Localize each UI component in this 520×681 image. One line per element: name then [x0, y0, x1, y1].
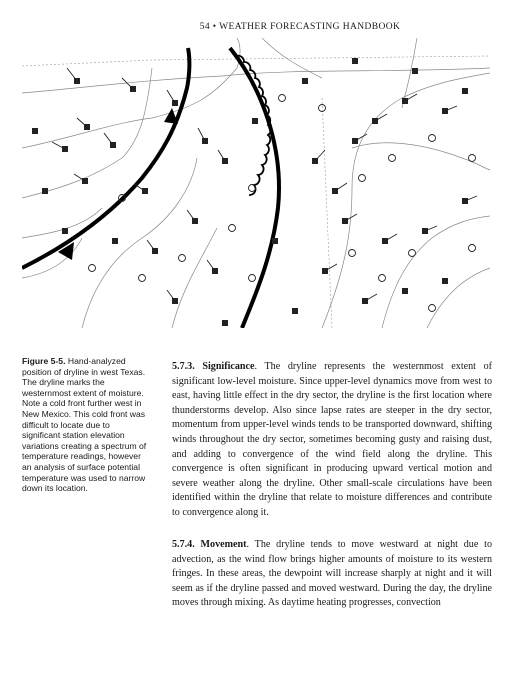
- section-significance: 5.7.3. Significance. The dryline represents the westernmost extent of significant low-level moisture. Since upper-level dynamics move from west to east, having little effect in the dry sector, the dryline is the first location where thunderstorms develop. Also since lapse rates are steeper in the dry sector, momentum from upper-level winds tends to be transported downward, shifting winds throughout the dry sector, sometimes becoming gusty and raising dust, and adding to convergence of the wind field along the dryline. This convergence is often significant in producing upward vertical motion and severe weather along the dryline. Other small-scale circulations have been identified within the dryline that relate to moisture differences and contribute to convergence along it.: [172, 361, 493, 518]
- section-title: 5.7.3. Significance: [172, 361, 255, 372]
- section-title: 5.7.4. Movement: [172, 539, 247, 550]
- section-movement: 5.7.4. Movement. The dryline tends to move westward at night due to advection, as the wind flow brings higher amounts of moisture to its western fringes. In these areas, the dewpoint will increase sharply at night and it will seem as if the dryline passed and moved westward. During the day, the dryline moves through mixing. As daytime heating progresses, convection: [172, 539, 492, 609]
- surface-analysis-map: [22, 38, 490, 328]
- cold-front-line: [22, 48, 189, 268]
- section-body: The dryline represents the westernmost extent of significant low-level moisture. Since upper-level dynamics move from west to east, having little effect in the dry sector, the dryline is the first location where thunderstorms develop. Also since lapse rates are steeper in the dry sector, momentum from upper-level winds tends to be transported downward, shifting winds throughout the dry sector, sometimes becoming gusty and raising dust, and adding to convergence of the wind field along the dryline. This convergence is often significant in producing upward vertical motion and severe weather along the dryline. Other small-scale circulations have been identified within the dryline that relate to moisture differences and contribute to convergence along it.: [172, 361, 493, 518]
- figure-caption: [22, 356, 150, 494]
- figure-label: Figure 5-5.: [22, 356, 66, 366]
- figure-caption-text: Hand-analyzed position of dryline in west Texas. The dryline marks the westernmost extent of moisture. Note a cold front further west in New Mexico. This cold front was difficult to locate due to significant station elevation variations creating a spectrum of temperature readings, however an analysis of surface potential temperature was used to narrow down its location.: [22, 356, 147, 494]
- cold-front-triangle: [164, 108, 178, 124]
- dryline-line: [230, 48, 279, 328]
- page-header: 54 • WEATHER FORECASTING HANDBOOK: [199, 22, 401, 32]
- section-body: The dryline tends to move westward at night due to advection, as the wind flow brings higher amounts of moisture to its western fringes. In these areas, the dewpoint will increase sharply at night and it will seem as if the dryline passed and moved westward. During the day, the dryline moves through mixing. As daytime heating progresses, convection: [172, 539, 492, 609]
- dryline-scallops: [236, 56, 271, 195]
